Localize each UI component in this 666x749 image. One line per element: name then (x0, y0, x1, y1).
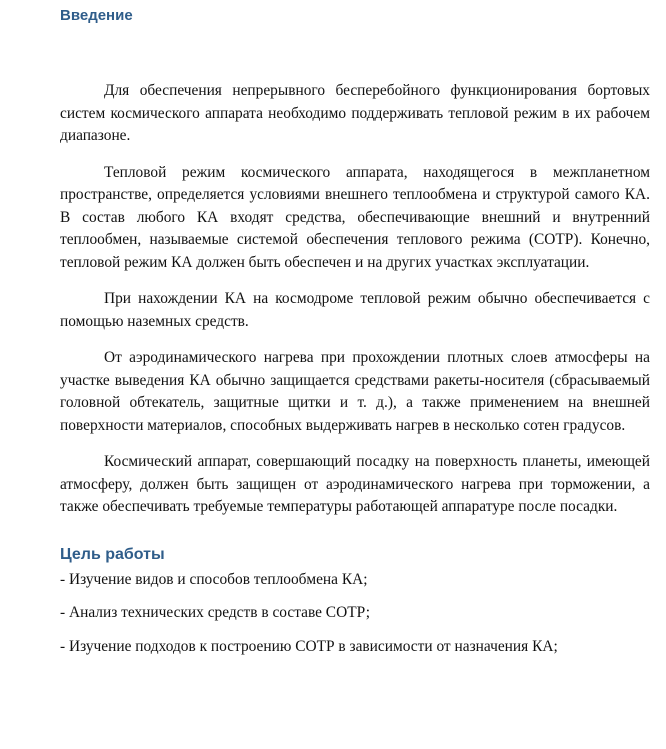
goal-item: - Изучение подходов к построению СОТР в зависимости от назначения КА; (60, 637, 558, 655)
intro-paragraph: Тепловой режим космического аппарата, находящегося в межпланетном пространстве, определяется условиями внешнего теплообмена и структурой самого КА. В состав любого КА входят средства, обеспечивающие внешний и внутренний теплообмен, называемые системой обеспечения теплового режима (СОТР). Конечно, тепловой режим КА должен быть обеспечен и на других участках эксплуатации. (60, 163, 650, 271)
goal-item: - Изучение видов и способов теплообмена КА; (60, 570, 368, 588)
goal-item: - Анализ технических средств в составе СОТР; (60, 604, 371, 621)
intro-heading: Введение (60, 7, 133, 24)
goals-heading: Цель работы (60, 545, 165, 563)
intro-paragraph: От аэродинамического нагрева при прохождении плотных слоев атмосферы на участке выведения КА обычно защищается средствами ракеты-носителя (сбрасываемый головной обтекатель, защитные щитки и т. д.), а также применением на внешней поверхности материалов, способных выдерживать нагрев в несколько сотен градусов. (60, 349, 650, 434)
intro-paragraph: Космический аппарат, совершающий посадку на поверхность планеты, имеющей атмосферу, должен быть защищен от аэродинамического нагрева при торможении, а также обеспечивать требуемые температуры работающей аппаратуре после посадки. (60, 453, 650, 515)
intro-paragraph: При нахождении КА на космодроме тепловой режим обычно обеспечивается с помощью наземных средств. (60, 290, 650, 330)
goals-list (60, 569, 650, 659)
intro-body (60, 80, 650, 519)
intro-paragraph: Для обеспечения непрерывного бесперебойного функционирования бортовых систем космического аппарата необходимо поддерживать тепловой режим в их рабочем диапазоне. (60, 82, 650, 144)
